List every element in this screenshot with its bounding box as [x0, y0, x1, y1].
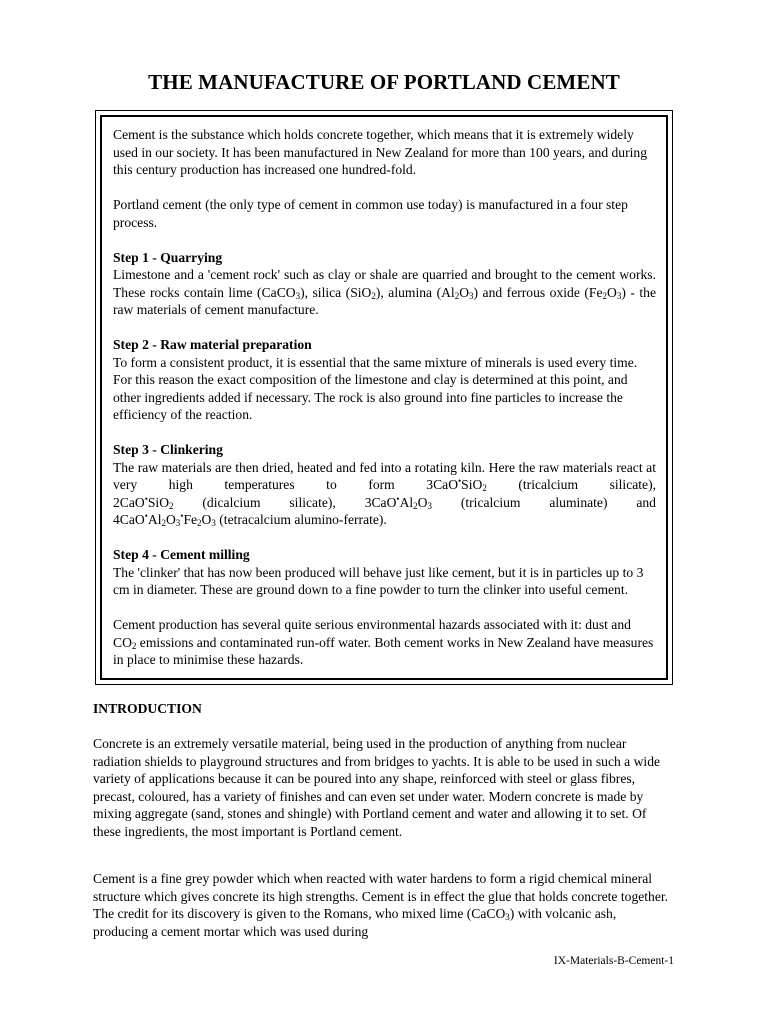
step-1-heading: Step 1 - Quarrying	[113, 249, 223, 265]
step-2-heading: Step 2 - Raw material preparation	[113, 337, 312, 352]
introduction-paragraph-1: Concrete is an extremely versatile material, being used in the production of anything from nuclear radiation shields to playground structures and from bridges to yachts. It is able to be used in such a wide variety of applications because it can be poured into any shape, reinforced with steel or glass fibres, precast, coloured, has a variety of finishes and can even set under water. Modern concrete is made by mixing aggregate (sand, stones and shingle) with Portland cement and water and allowing it to set. Of these ingredients, the most important is Portland cement.	[93, 736, 661, 839]
page-footer: IX-Materials-B-Cement-1	[553, 955, 674, 967]
summary-paragraph-1: Cement is the substance which holds concrete together, which means that it is extremely widely used in our society. It has been manufactured in New Zealand for more than 100 years, and during this century production has increased one hundred-fold.	[113, 127, 648, 177]
step-1-text: Limestone and a 'cement rock' such as clay or shale are quarried and brought to the cement works. These rocks contain lime (CaCO$_3$), silica (SiO$_2$), alumina $(Al_2O_3)$ and ferrous oxide $(Fe_2O_3)$ - the raw materials of cement manufacture.	[113, 267, 656, 317]
introduction-paragraph-2: Cement is a fine grey powder which when reacted with water hardens to form a rigid chemical mineral structure which gives concrete its high strengths. Cement is in effect the glue that holds concrete together. The credit for its discovery is given to the Romans, who mixed lime (CaCO$_3$) with volcanic ash, producing a cement mortar which was used during	[93, 871, 669, 939]
step-3-text-line-3: $4CaO^•Al_2O_3^•Fe_2O_3$ (tetracalcium alumino-ferrate).	[113, 511, 387, 528]
environment-paragraph: Cement production has several quite serious environmental hazards associated with it: dust and $CO_2$ emissions and contaminated run-off water. Both cement works in New Zealand have measures in place to minimise these hazards.	[113, 617, 654, 667]
document-title: THE MANUFACTURE OF PORTLAND CEMENT	[148, 70, 620, 94]
introduction-heading: INTRODUCTION	[93, 701, 202, 716]
step-4-heading: Step 4 - Cement milling	[113, 547, 250, 562]
step-3-text: The raw materials are then dried, heated and fed into a rotating kiln. Here the raw materials react at very high temperatures to form 3CaO•SiO$_2$ (tricalcium silicate),	[113, 459, 656, 493]
step-3-heading: Step 3 - Clinkering	[113, 442, 223, 457]
summary-paragraph-2: Portland cement (the only type of cement in common use today) is manufactured in a four step process.	[113, 197, 628, 230]
step-3-text-line-2: 2CaO•SiO$_2$ (dicalcium silicate), $3CaO^•Al_2O_3$ (tricalcium aluminate) and	[113, 493, 656, 511]
summary-box	[100, 115, 668, 680]
step-2-text: To form a consistent product, it is essential that the same mixture of minerals is used every time. For this reason the exact composition of the limestone and clay is determined at this point, and other ingredients added if necessary. The rock is also ground into fine particles to increase the efficiency of the reaction.	[113, 354, 638, 422]
step-4-text: The 'clinker' that has now been produced will behave just like cement, but it is in particles up to 3 cm in diameter. These are ground down to a fine powder to turn the clinker into useful cement.	[113, 564, 644, 597]
